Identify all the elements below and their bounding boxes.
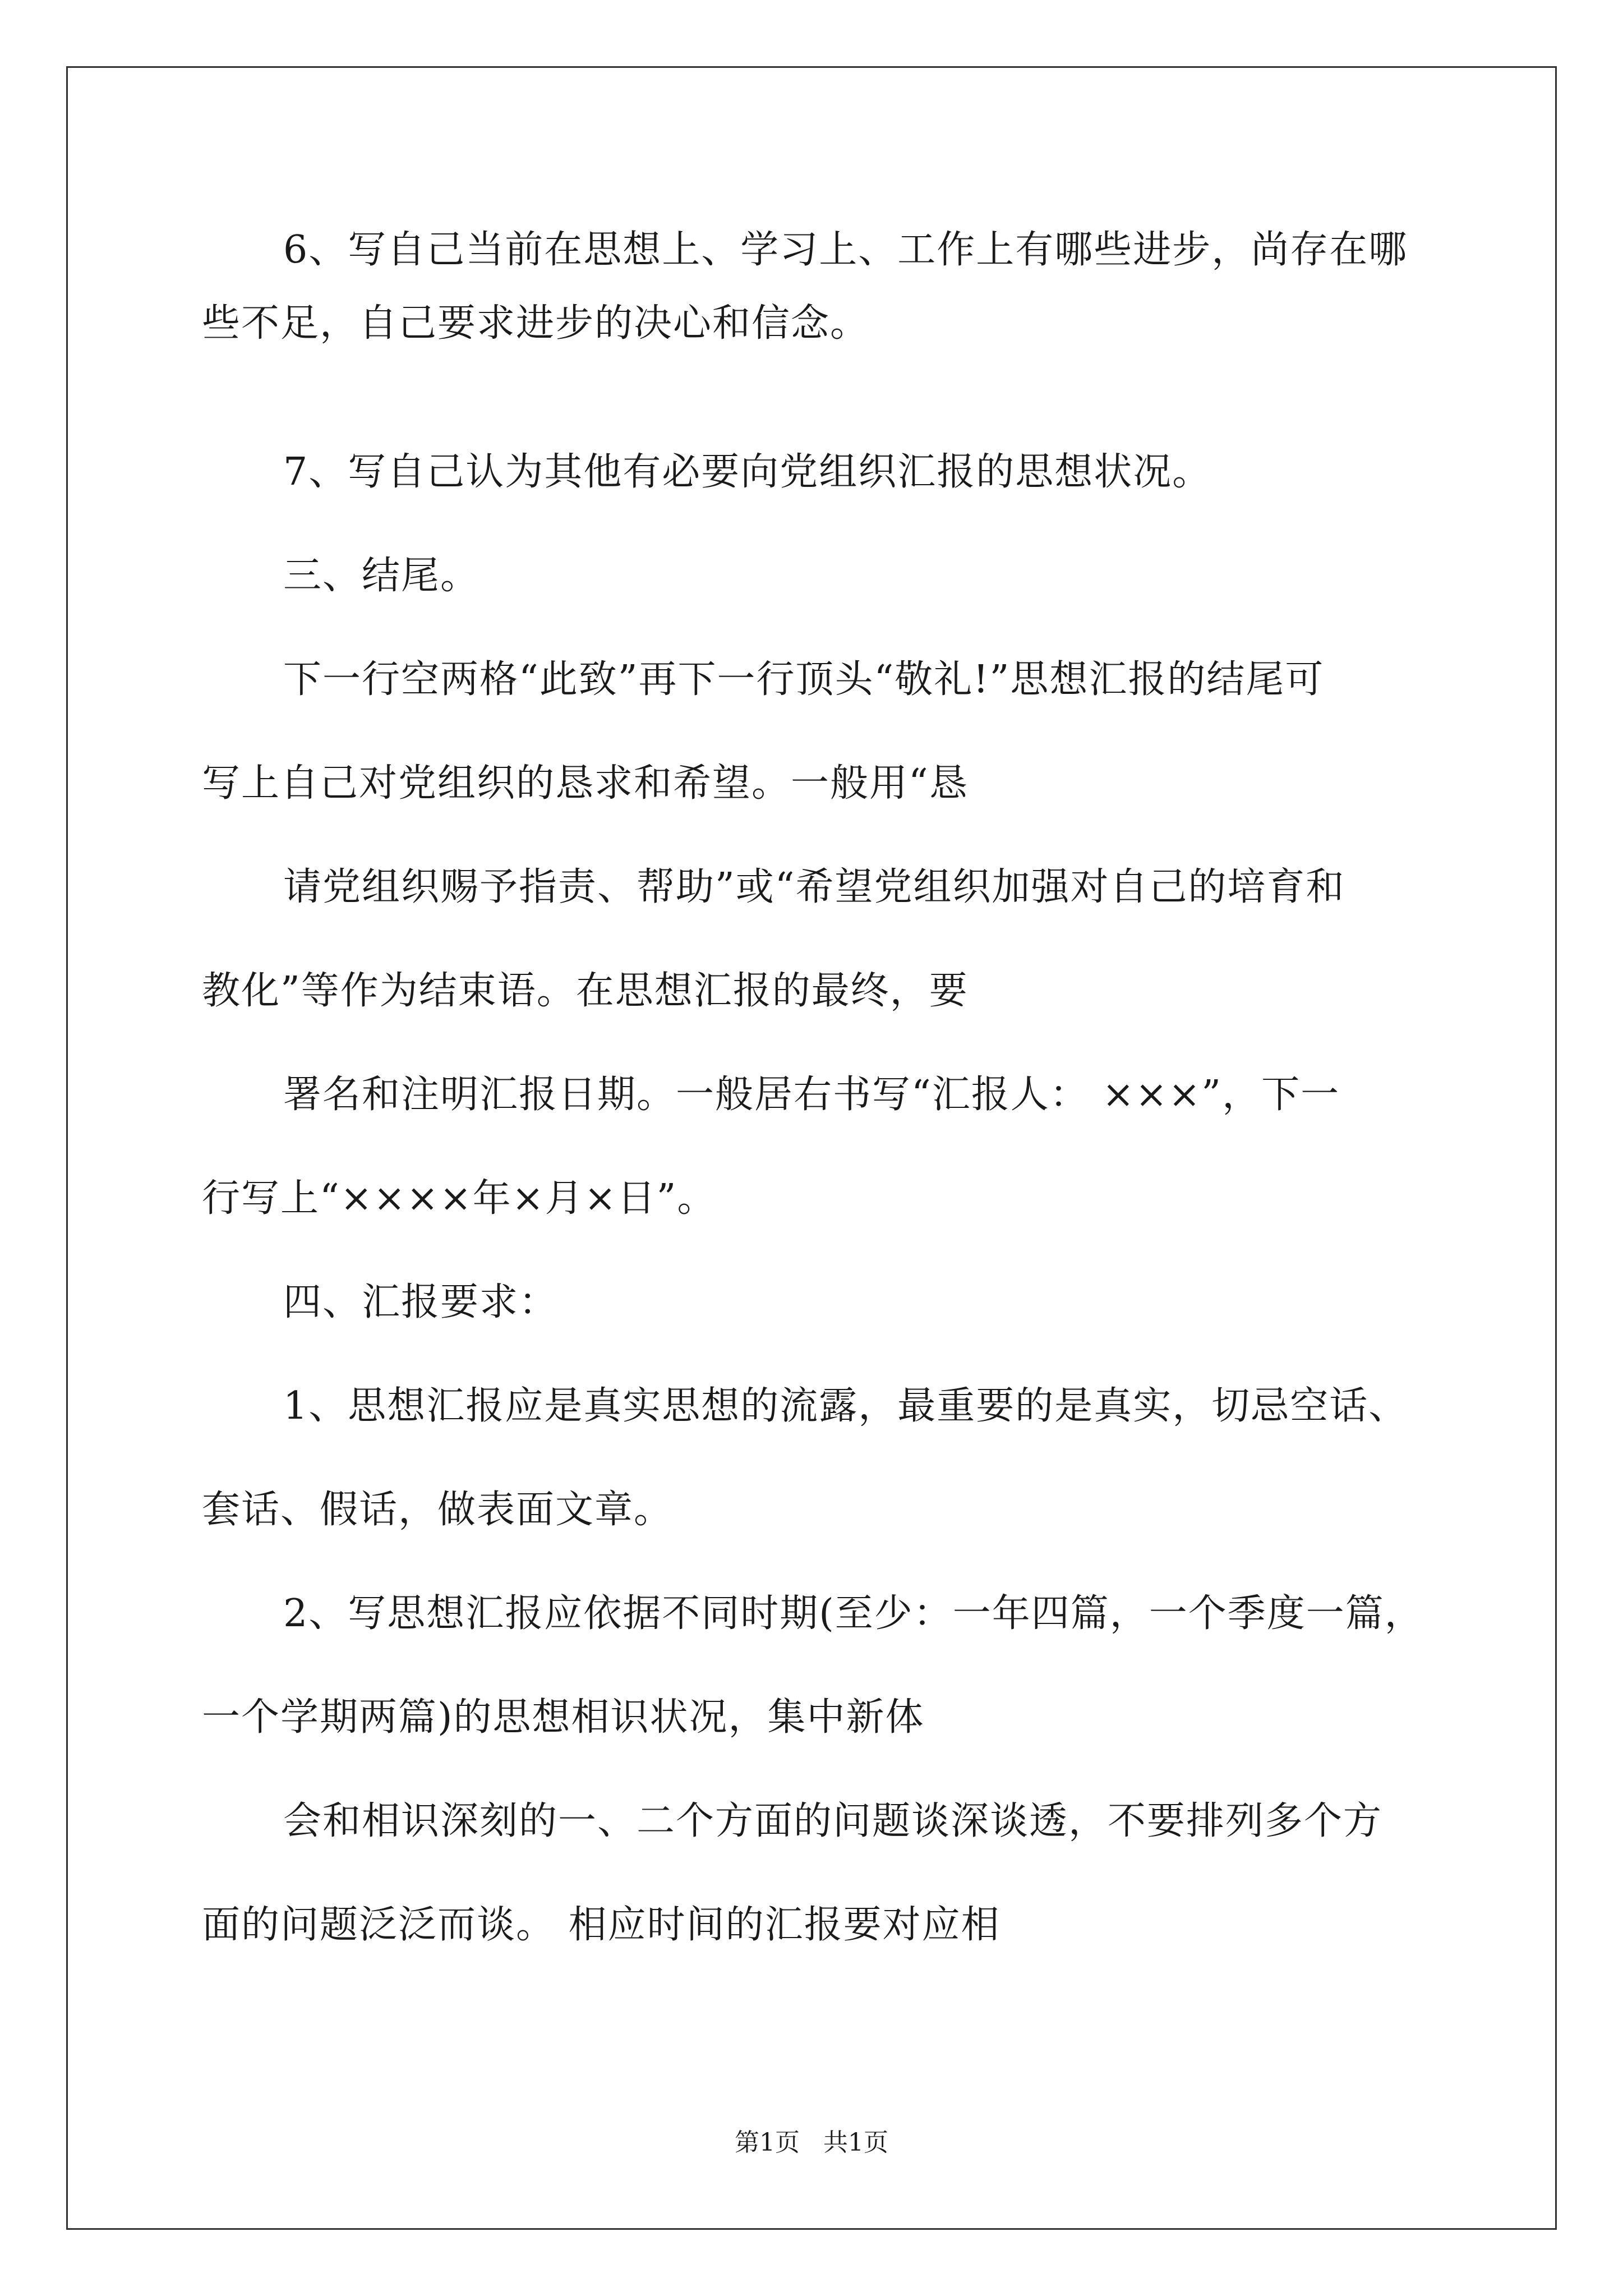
paragraph-line: 7、写自己认为其他有必要向党组织汇报的思想状况。 bbox=[283, 450, 1212, 494]
paragraph-line: 套话、假话，做表面文章。 bbox=[202, 1488, 674, 1532]
paragraph-line: 下一行空两格“此致”再下一行顶头“敬礼!”思想汇报的结尾可 bbox=[283, 657, 1325, 702]
paragraph-line: 面的问题泛泛而谈。 相应时间的汇报要对应相 bbox=[202, 1903, 1000, 1947]
paragraph-line: 请党组织赐予指责、帮助”或“希望党组织加强对自己的培育和 bbox=[283, 865, 1345, 909]
paragraph-line: 一个学期两篇)的思想相识状况，集中新体 bbox=[202, 1695, 925, 1740]
paragraph-line: 会和相识深刻的一、二个方面的问题谈深谈透，不要排列多个方 bbox=[283, 1799, 1383, 1843]
paragraph-line: 教化”等作为结束语。在思想汇报的最终，要 bbox=[202, 969, 969, 1013]
paragraph-line: 6、写自己当前在思想上、学习上、工作上有哪些进步，尚存在哪 bbox=[283, 228, 1408, 272]
page-number-footer: 第1页 共1页 bbox=[735, 2128, 888, 2157]
paragraph-line: 些不足，自己要求进步的决心和信念。 bbox=[202, 301, 870, 346]
paragraph-line: 署名和注明汇报日期。一般居右书写“汇报人： ×××”，下一 bbox=[283, 1073, 1340, 1117]
paragraph-line: 2、写思想汇报应依据不同时期(至少：一年四篇，一个季度一篇， bbox=[283, 1591, 1424, 1636]
paragraph-line: 行写上“××××年×月×日”。 bbox=[202, 1176, 717, 1221]
paragraph-line: 写上自己对党组织的恳求和希望。一般用“恳 bbox=[202, 761, 969, 806]
paragraph-line: 1、思想汇报应是真实思想的流露，最重要的是真实，切忌空话、 bbox=[283, 1384, 1408, 1428]
section-heading: 三、结尾。 bbox=[283, 554, 480, 598]
section-heading: 四、汇报要求： bbox=[283, 1280, 559, 1324]
